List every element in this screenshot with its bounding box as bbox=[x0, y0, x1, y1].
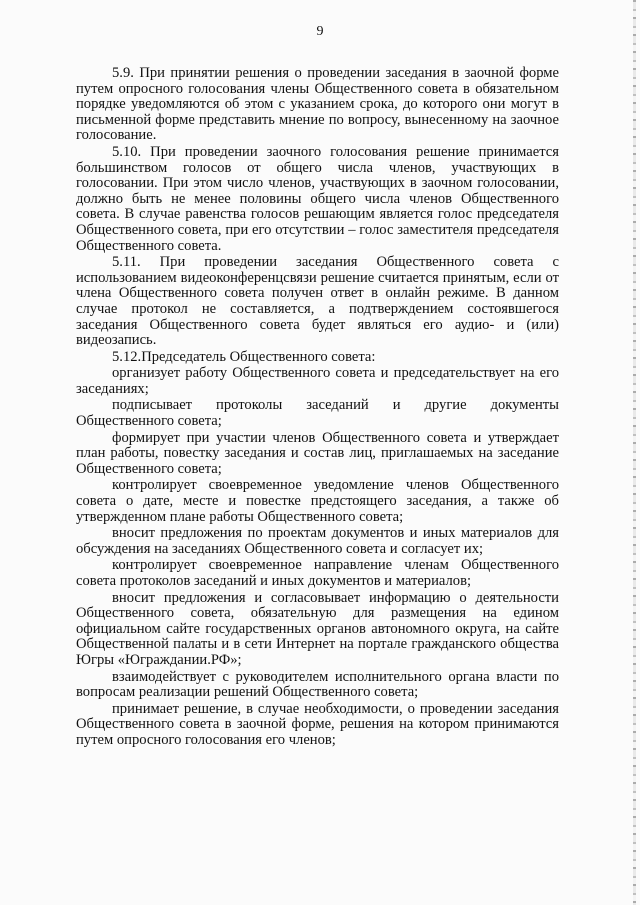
list-item: принимает решение, в случае необходимости, о проведении заседания Общественного совета в заочной форме, решения на котором принимаются путем опросного голосования его членов; bbox=[76, 700, 559, 748]
list-item: организует работу Общественного совета и председательствует на его заседаниях; bbox=[76, 365, 559, 397]
list-item: взаимодействует с руководителем исполнительного органа власти по вопросам реализации решений Общественного совета; bbox=[76, 668, 559, 701]
page-number: 9 bbox=[316, 24, 324, 39]
paragraph-5-10: 5.10. При проведении заочного голосования решение принимается большинством голосов от общего числа членов, участвующих в голосовании. При этом число членов, участвующих в заочном голосовании, должно быть не менее половины общего числа членов Общественного совета. В случае равенства голосов решающим является голос председателя Общественного совета, при его отсутствии – голос заместителя председателя Общественного совета. bbox=[76, 143, 559, 254]
paragraph-5-11: 5.11. При проведении заседания Общественного совета с использованием видеоконференцсвязи решение считается принятым, если от члена Общественного совета получен ответ в онлайн режиме. В данном случае протокол не составляется, а подтверждением состоявшегося заседания Общественного совета будет являться его аудио- и (или) видеозапись. bbox=[76, 254, 559, 349]
paragraph-5-9: 5.9. При принятии решения о проведении заседания в заочной форме путем опросного голосования члены Общественного совета в обязательном порядке уведомляются об этом с указанием срока, до которого они могут в письменной форме представить мнение по вопросу, вынесенному на заочное голосование. bbox=[76, 65, 559, 144]
list-item: контролирует своевременное направление членам Общественного совета протоколов заседаний и иных документов и материалов; bbox=[76, 557, 559, 589]
scan-edge bbox=[633, 0, 636, 905]
paragraph-5-12-heading: 5.12.Председатель Общественного совета: bbox=[112, 348, 376, 365]
list-item: подписывает протоколы заседаний и другие документы Общественного совета; bbox=[76, 397, 559, 430]
list-item: вносит предложения и согласовывает информацию о деятельности Общественного совета, обязательную для размещения на едином официальном сайте государственных органов автономного округа, на сайте Общественной палаты и в сети Интернет на портале гражданского общества Югры «Юграждании.РФ»; bbox=[76, 589, 559, 668]
list-item: формирует при участии членов Общественного совета и утверждает план работы, повестку заседания и состав лиц, приглашаемых на заседание Общественного совета; bbox=[76, 429, 559, 477]
list-item: контролирует своевременное уведомление членов Общественного совета о дате, месте и повестке предстоящего заседания, а также об утвержденном плане работы Общественного совета; bbox=[76, 477, 559, 525]
document-body bbox=[76, 66, 559, 749]
list-item: вносит предложения по проектам документов и иных материалов для обсуждения на заседаниях Общественного совета и согласует их; bbox=[76, 525, 559, 557]
